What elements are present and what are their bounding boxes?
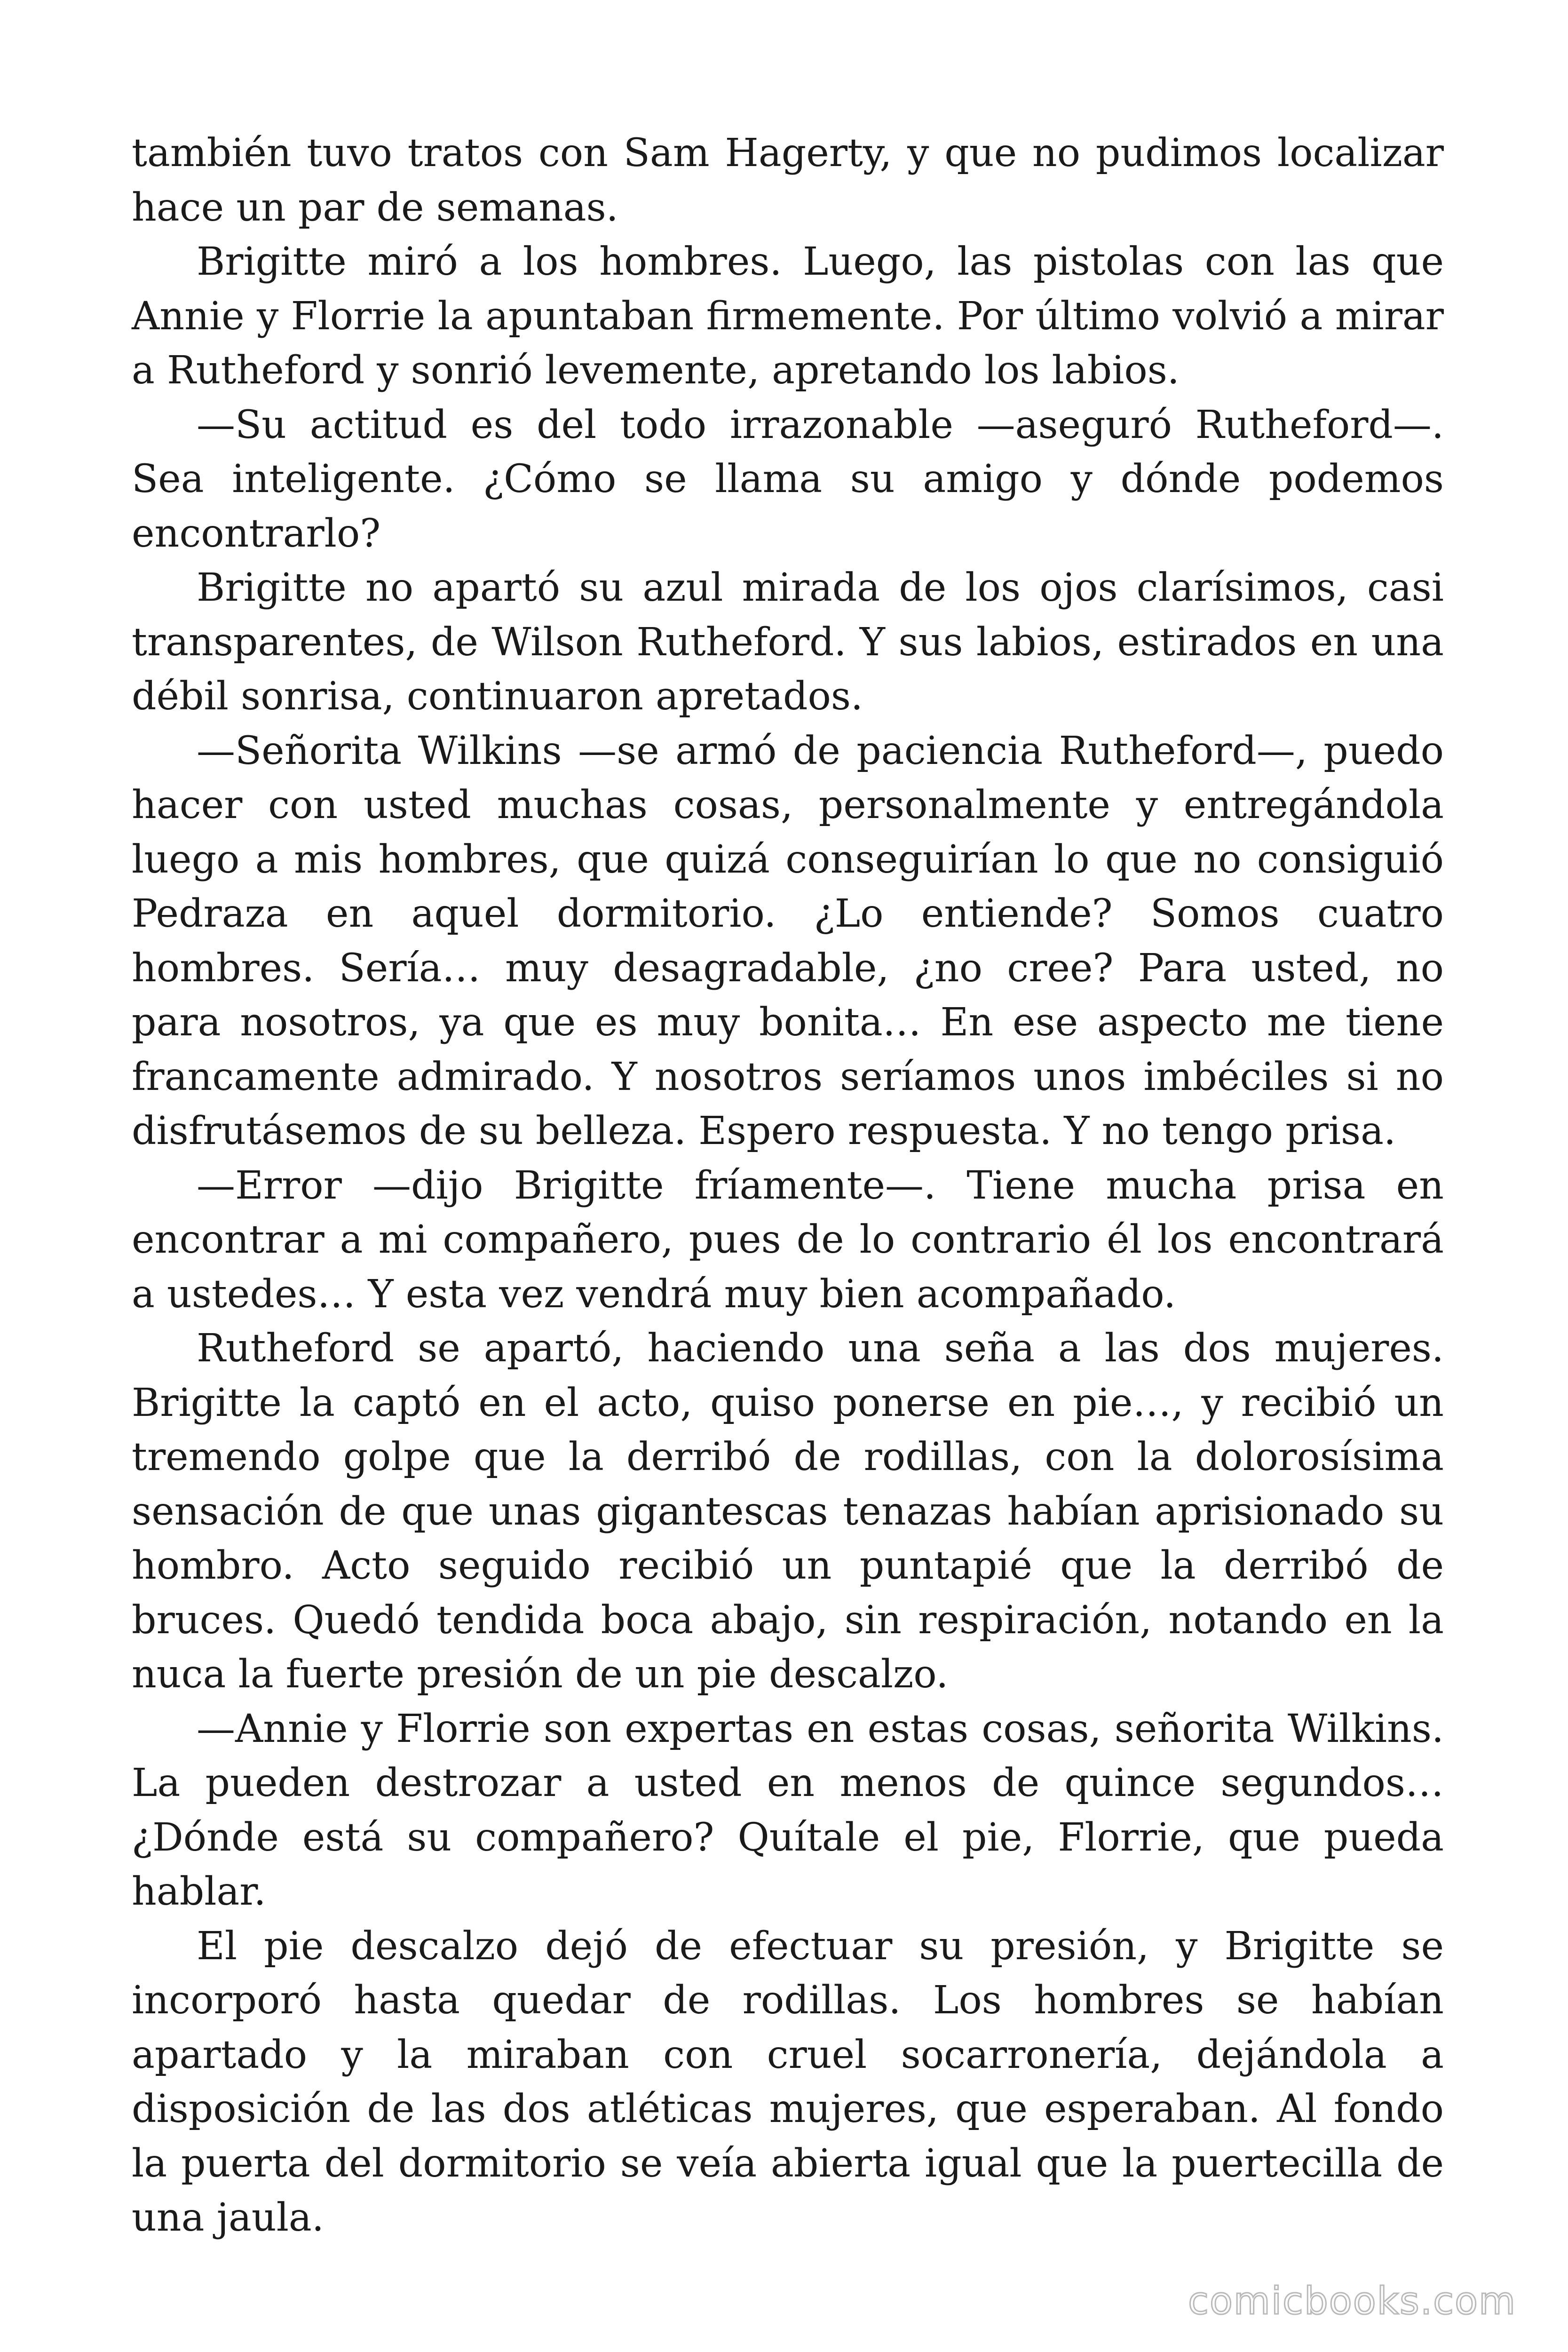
paragraph-1: también tuvo tratos con Sam Hagerty, y que no pudimos localizar hace un par de semanas. (132, 131, 1444, 230)
paragraph-2: Brigitte miró a los hombres. Luego, las pistolas con las que Annie y Florrie la apuntaban firmemente. Por último volvió a mirar a Rutheford y sonrió levemente, apretando los labios. (132, 239, 1444, 393)
paragraph-8: —Annie y Florrie son expertas en estas cosas, señorita Wilkins. La pueden destrozar a usted en menos de quince segundos… ¿Dónde está su compañero? Quítale el pie, Florrie, que pueda hablar. (132, 1706, 1444, 1914)
paragraph-6: —Error —dijo Brigitte fríamente—. Tiene mucha prisa en encontrar a mi compañero, pues de lo contrario él los encontrará a ustedes… Y esta vez vendrá muy bien acompañado. (132, 1163, 1444, 1317)
paragraph-9: El pie descalzo dejó de efectuar su presión, y Brigitte se incorporó hasta quedar de rodillas. Los hombres se habían apartado y la miraban con cruel socarronería, dejándola a disposición de las dos atléticas mujeres, que esperaban. Al fondo la puerta del dormitorio se veía abierta igual que la puertecilla de una jaula. (132, 1923, 1444, 2240)
paragraph-4: Brigitte no apartó su azul mirada de los ojos clarísimos, casi transparentes, de Wilson Rutheford. Y sus labios, estirados en una débil sonrisa, continuaron apretados. (132, 565, 1444, 719)
paragraph-7: Rutheford se apartó, haciendo una seña a las dos mujeres. Brigitte la captó en el acto, quiso ponerse en pie…, y recibió un tremendo golpe que la derribó de rodillas, con la dolorosísima sensación de que unas gigantescas tenazas habían aprisionado su hombro. Acto seguido recibió un puntapié que la derribó de bruces. Quedó tendida boca abajo, sin respiración, notando en la nuca la fuerte presión de un pie descalzo. (132, 1326, 1444, 1697)
page-text (132, 126, 1444, 2245)
paragraph-5: —Señorita Wilkins —se armó de paciencia Rutheford—, puedo hacer con usted muchas cosas, personalmente y entregándola luego a mis hombres, que quizá conseguirían lo que no consiguió Pedraza en aquel dormitorio. ¿Lo entiende? Somos cuatro hombres. Sería… muy desagradable, ¿no cree? Para usted, no para nosotros, ya que es muy bonita… En ese aspecto me tiene francamente admirado. Y nosotros seríamos unos imbéciles si no disfrutásemos de su belleza. Espero respuesta. Y no tengo prisa. (132, 728, 1444, 1153)
watermark: comicbooks.com (1188, 2279, 1516, 2323)
paragraph-3: —Su actitud es del todo irrazonable —aseguró Rutheford—. Sea inteligente. ¿Cómo se llama su amigo y dónde podemos encontrarlo? (132, 402, 1444, 556)
